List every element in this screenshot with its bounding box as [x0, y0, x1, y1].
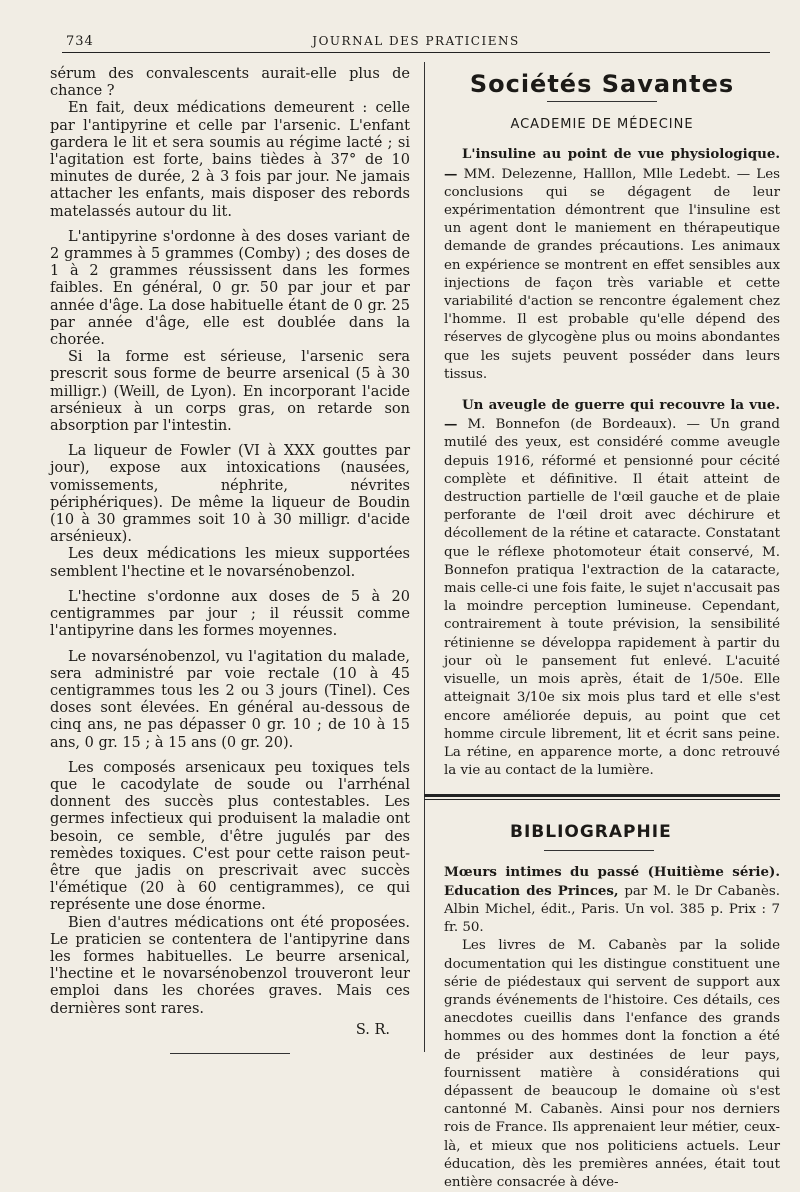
section-separator: [424, 794, 780, 800]
paragraph: Les deux médications les mieux supportées semblent l'hectine et le novarsénobenzol.: [50, 546, 410, 580]
article-aveugle: [424, 396, 780, 780]
paragraph: Bien d'autres médications ont été proposées. Le praticien se contentera de l'antipyrine dans les formes habituelles. Le beurre arsenical, l'hectine et le novarsénobenzol trouveront leur emploi dans les chorées graves. Mais ces dernières sont rares.: [50, 914, 410, 1017]
bibliography-title: BIBLIOGRAPHIE: [510, 822, 672, 843]
article-text: M. Bonnefon (de Bordeaux). — Un grand mutilé des yeux, est considéré comme aveugle depuis 1916, réformé et pensionné pour cécité complète et définitive. Il était atteint de destruction partielle de l'œil gauche et de plaie perforante de l'œil droit avec déchirure et décollement de la rétine et cataracte. Constatant que le réflexe photomoteur était conservé, M. Bonnefon pratiqua l'extraction de la cataracte, mais celle-ci une fois faite, le sujet n'accusait pas la moindre perception lumineuse. Cependant, contrairement à toute prévision, la sensibilité rétinienne se développa rapidement à partir du jour où le pansement fut enlevé. L'acuité visuelle, un mois après, était de 1/50e. Elle atteignait 3/10e six mois plus tard et elle s'est encore améliorée depuis, au point que cet homme circule librement, lit et écrit sans peine. La rétine, en apparence morte, a donc retrouvé la vie au contact de la lumière.: [444, 417, 780, 779]
article-title: L'insuline au point de vue physiologique. —: [444, 146, 780, 182]
paragraph: Le novarsénobenzol, vu l'agitation du malade, sera administré par voie rectale (10 à 45 centigrammes tous les 2 ou 3 jours (Tinel). Ces doses sont élevées. En général au-dessous de cinq ans, ne pas dépasser 0 gr. 10 ; de 10 à 15 ans, 0 gr. 15 ; à 15 ans (0 gr. 20).: [50, 648, 410, 751]
paragraph: La liqueur de Fowler (VI à XXX gouttes par jour), expose aux intoxications (nausées, vomissements, néphrite, névrites périphériques). De même la liqueur de Boudin (10 à 30 grammes soit 10 à 30 milligr. d'acide arsénieux).: [50, 443, 410, 546]
page-header: [62, 30, 770, 53]
book-details: par M. le Dr Cabanès. Albin Michel, édit., Paris. Un vol. 385 p. Prix : 7 fr. 50.: [444, 883, 780, 936]
left-column: [50, 66, 410, 1054]
paragraph: En fait, deux médications demeurent : celle par l'antipyrine et celle par l'arsenic. L'enfant gardera le lit et sera soumis au régime lacté ; si l'agitation est forte, bains tièdes à 37° de 10 minutes de durée, 2 à 3 fois par jour. Ne jamais attacher les enfants, mais disposer des rebords matelassés autour du lit.: [50, 100, 410, 220]
page-number: 734: [66, 34, 94, 49]
author-signature: S. R.: [355, 1021, 390, 1038]
book-review-text: Les livres de M. Cabanès par la solide documentation qui les distingue constituent une série de piédestaux qui servent de support aux grands événements de l'histoire. Ces détails, ces anecdotes cueillis dans l'enfance des grands hommes ou des hommes dont la fonction a été de présider aux destinées de leur pays, fournissent matière à considérations qui dépassent de beaucoup le domaine où s'est cantonné M. Cabanès. Ainsi pour nos derniers rois de France. Ils apprenaient leur métier, ceux-là, et mieux que nos politiciens actuels. Leur éducation, dès les premières années, était tout entière consacrée à déve-: [444, 938, 780, 1190]
paragraph: L'antipyrine s'ordonne à des doses variant de 2 grammes à 5 grammes (Comby) ; des doses de 1 à 2 grammes réussissent dans les formes faibles. En général, 0 gr. 50 par jour et par année d'âge. La dose habituelle étant de 0 gr. 25 par année d'âge, elle est doublée dans la chorée.: [50, 228, 410, 349]
right-column: [424, 66, 780, 1192]
journal-title: JOURNAL DES PRATICIENS: [312, 34, 520, 48]
article-title: Un aveugle de guerre qui recouvre la vue. —: [444, 397, 780, 433]
subsection-title: ACADEMIE DE MÉDECINE: [510, 117, 694, 133]
book-review: [424, 863, 780, 1192]
section-title: Sociétés Savantes: [469, 70, 735, 98]
paragraph: Si la forme est sérieuse, l'arsenic sera prescrit sous forme de beurre arsenical (5 à 30 milligr.) (Weill, de Lyon). En incorporant l'acide arsénieux à un corps gras, on retarde son absorption par l'intestin.: [50, 349, 410, 435]
paragraph: L'hectine s'ordonne aux doses de 5 à 20 centigrammes par jour ; il réussit comme l'antipyrine dans les formes moyennes.: [50, 588, 410, 640]
article-insuline: [424, 145, 780, 384]
paragraph: sérum des convalescents aurait-elle plus de chance ?: [50, 66, 410, 100]
article-text: MM. Delezenne, Halllon, Mlle Ledebt. — Les conclusions qui se dégagent de leur expérimentation démontrent que l'insuline est un agent dont le maniement en thérapeutique demande de grandes précautions. Les animaux en expérience se montrent en effet sensibles aux injections de façon très variable et cette variabilité d'action se rencontre également chez l'homme. Il est probable qu'elle dépend des réserves de glycogène plus ou moins abondantes que les sujets peuvent posséder dans leurs tissus.: [444, 166, 780, 382]
end-rule: [170, 1053, 290, 1054]
title-rule: [544, 850, 654, 851]
title-rule: [547, 101, 657, 102]
book-title: Mœurs intimes du passé (Huitième série). Education des Princes,: [444, 863, 780, 899]
paragraph: Les composés arsenicaux peu toxiques tels que le cacodylate de soude ou l'arrhénal donnent des succès plus contestables. Les germes infectieux qui produisent la maladie ont besoin, ce semble, d'être jugulés par des remèdes toxiques. C'est pour cette raison peut-être que jadis on prescrivait avec succès l'émétique (20 à 60 centigrammes), ce qui représente une dose énorme.: [50, 759, 410, 914]
